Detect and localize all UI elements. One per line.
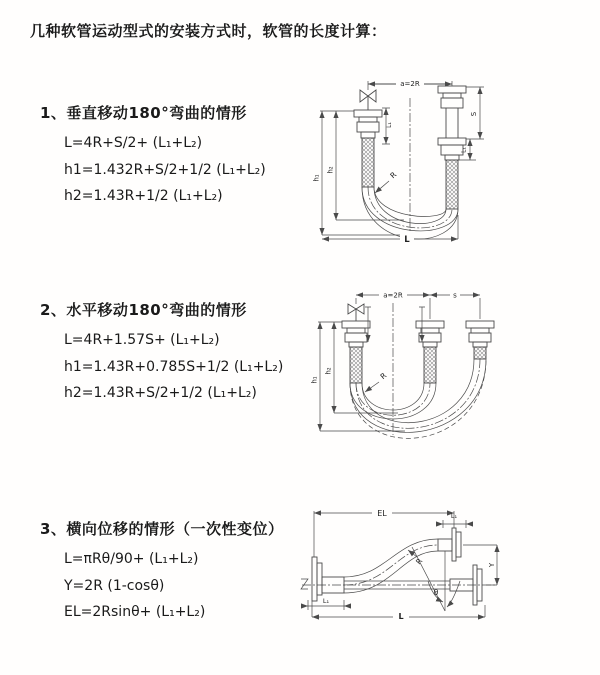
dim-l1-left-label: L₁ xyxy=(322,597,330,605)
upper-flange xyxy=(438,528,461,561)
dim-h1-label: h₁ xyxy=(312,174,321,182)
dim-l1-left-label: L₁ xyxy=(386,122,393,128)
dim-length-label: L xyxy=(398,612,404,621)
page-title: 几种软管运动型式的安装方式时，软管的长度计算： xyxy=(30,22,387,40)
dim-s-label: S xyxy=(470,111,478,117)
dim-a2r-label: a=2R xyxy=(383,291,403,300)
dim-l1-top xyxy=(436,520,473,528)
diagram-vertical-180-bend xyxy=(312,70,590,255)
dim-y-label: Y xyxy=(488,562,496,568)
section-lateral-displacement xyxy=(40,518,283,626)
dim-l1-right-label: L₁ xyxy=(460,147,468,153)
dim-h2-label: h₂ xyxy=(326,166,335,174)
formula-l: L=4R+S/2+ (L₁+L₂) xyxy=(64,135,203,151)
dim-length-label: L xyxy=(404,235,410,245)
left-pipe-fitting xyxy=(354,110,382,187)
left-pipe-fitting xyxy=(342,321,370,383)
formula-el: EL=2Rsinθ+ (L₁+L₂) xyxy=(64,604,206,620)
dim-l1-top-label: L₁ xyxy=(450,512,458,520)
braided-hose-right xyxy=(446,160,458,209)
diagram-lateral-displacement xyxy=(300,503,600,643)
formula-h2: h2=1.43R+1/2 (L₁+L₂) xyxy=(64,188,223,204)
formula-y: Y=2R (1-cosθ) xyxy=(64,577,165,594)
section-2-heading: 2、水平移动180°弯曲的情形 xyxy=(40,301,247,319)
dim-a2r-s xyxy=(356,295,480,319)
pipe-break-mark xyxy=(301,579,308,589)
dim-h1-label: h₁ xyxy=(310,376,319,384)
braided-hose-left xyxy=(362,138,374,187)
section-3-heading: 3、横向位移的情形（一次性变位） xyxy=(40,520,284,538)
formula-h1: h1=1.43R+0.785S+1/2 (L₁+L₂) xyxy=(64,358,284,375)
valve-icon xyxy=(348,304,364,321)
formula-l: L=4R+1.57S+ (L₁+L₂) xyxy=(64,332,220,348)
u-bend-position-2 xyxy=(350,359,486,438)
left-flange xyxy=(312,557,344,601)
dim-h2-label: h₂ xyxy=(324,367,333,375)
angle-theta-label: θ xyxy=(433,588,439,597)
radius-leader xyxy=(365,382,379,392)
valve-icon xyxy=(360,90,376,110)
formula-h2: h2=1.43R+S/2+1/2 (L₁+L₂) xyxy=(64,385,257,401)
diagram-horizontal-180-bend xyxy=(310,285,600,465)
radius-label: R xyxy=(388,170,399,181)
section-1-heading: 1、垂直移动180°弯曲的情形 xyxy=(40,104,247,122)
formula-h1: h1=1.432R+S/2+1/2 (L₁+L₂) xyxy=(64,161,266,178)
dim-s-label: s xyxy=(453,291,457,300)
dim-el-label: EL xyxy=(377,509,387,518)
section-vertical-movement xyxy=(40,102,266,210)
radius-label: R xyxy=(413,556,425,567)
formula-l: L=πRθ/90+ (L₁+L₂) xyxy=(64,551,199,567)
radius-leader xyxy=(375,181,389,193)
section-horizontal-movement xyxy=(40,299,283,407)
radius-label: R xyxy=(378,370,389,382)
middle-pipe-fitting xyxy=(416,321,444,383)
right-pipe-fitting xyxy=(466,321,494,359)
dim-a2r-label: a=2R xyxy=(400,80,420,88)
